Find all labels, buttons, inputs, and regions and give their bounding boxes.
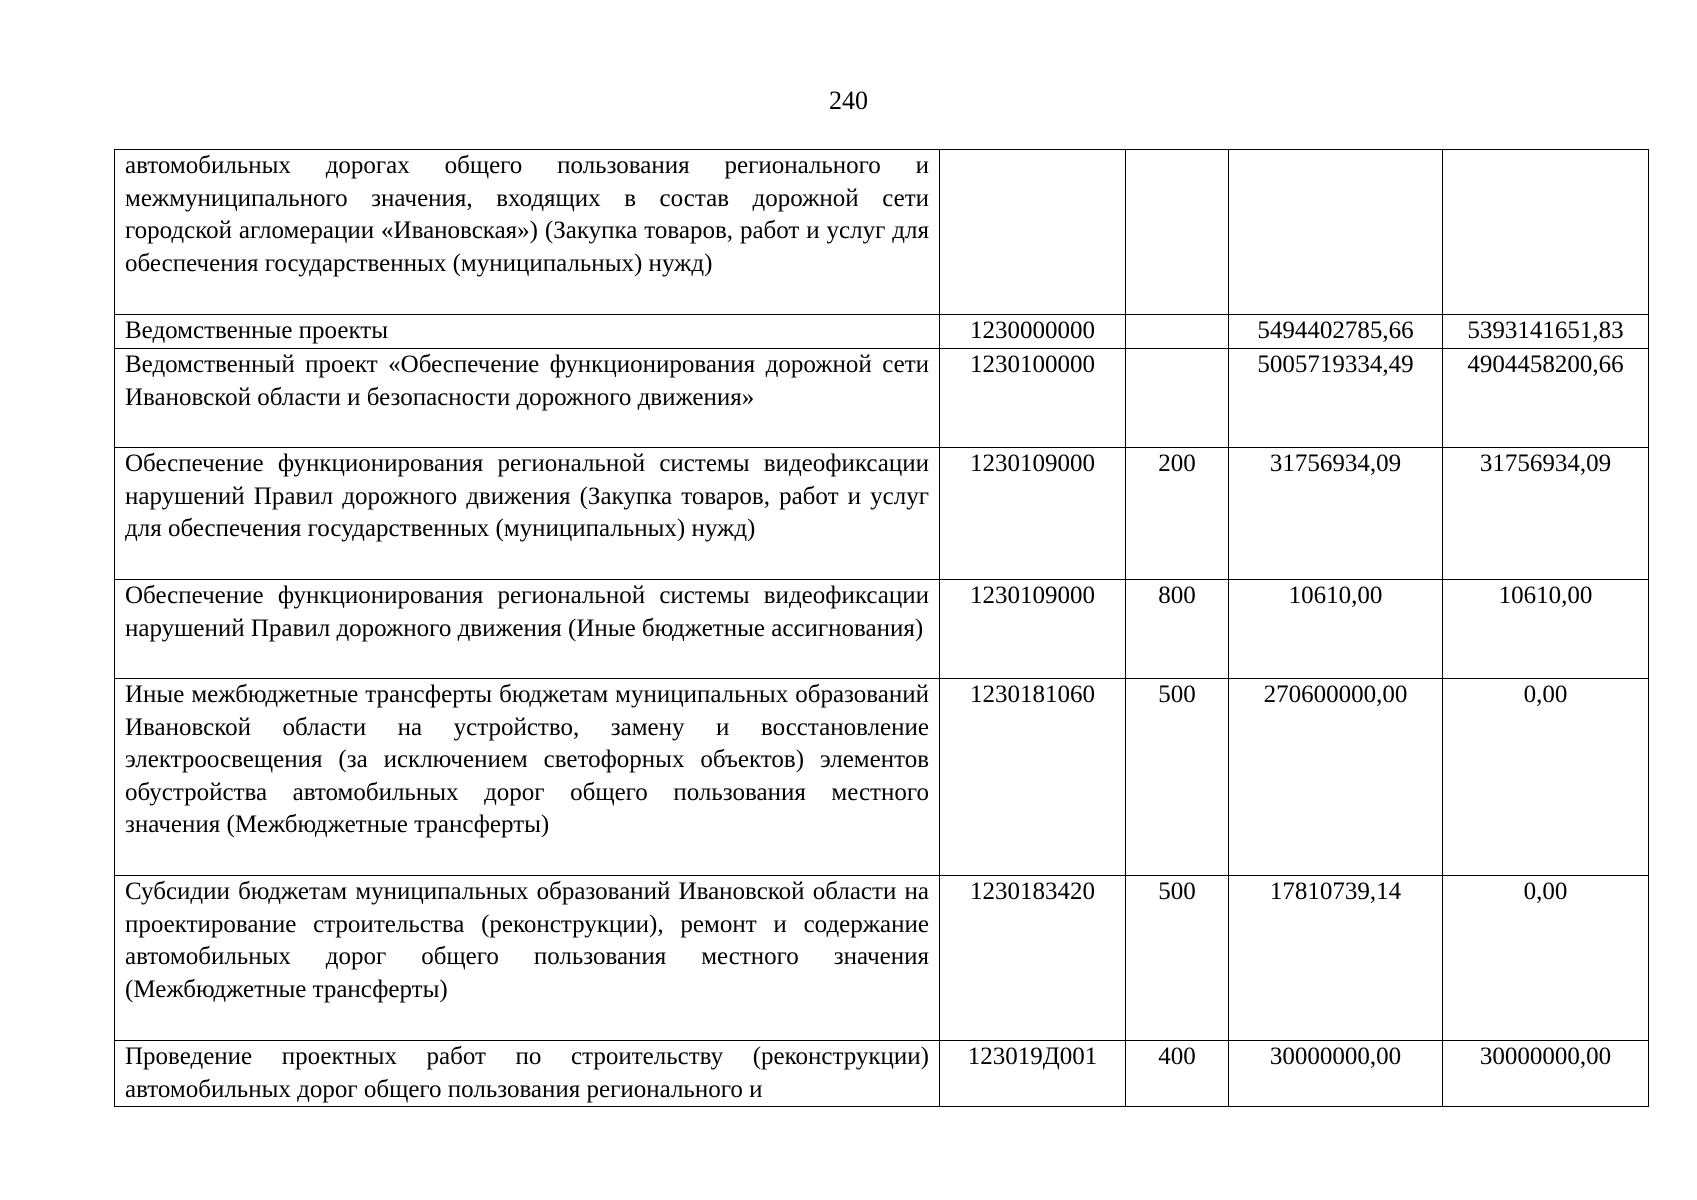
row-amount-1-cell: 10610,00 xyxy=(1229,580,1443,679)
row-name-cell: Ведомственные проекты xyxy=(115,315,940,349)
row-amount-1-cell xyxy=(1229,150,1443,315)
row-name-cell: Субсидии бюджетам муниципальных образований Ивановской области на проектирование строительства (реконструкции), ремонт и содержание автомобильных дорог общего пользования местного значения (Межбюджетные трансферты) xyxy=(115,876,940,1041)
budget-table xyxy=(114,149,1649,1107)
table-row xyxy=(115,1041,1649,1107)
table-row xyxy=(115,315,1649,349)
row-amount-2-cell: 10610,00 xyxy=(1443,580,1649,679)
row-expense-type-cell: 500 xyxy=(1126,876,1229,1041)
row-amount-1-cell: 30000000,00 xyxy=(1229,1041,1443,1107)
row-name-cell: Обеспечение функционирования региональной системы видеофиксации нарушений Правил дорожного движения (Закупка товаров, работ и услуг для обеспечения государственных (муниципальных) нужд) xyxy=(115,448,940,580)
row-amount-2-cell: 4904458200,66 xyxy=(1443,349,1649,448)
row-amount-2-cell: 31756934,09 xyxy=(1443,448,1649,580)
row-expense-type-cell xyxy=(1126,315,1229,349)
row-amount-2-cell: 0,00 xyxy=(1443,876,1649,1041)
row-code-cell xyxy=(940,150,1126,315)
row-expense-type-cell: 200 xyxy=(1126,448,1229,580)
row-amount-2-cell: 30000000,00 xyxy=(1443,1041,1649,1107)
row-amount-2-cell: 5393141651,83 xyxy=(1443,315,1649,349)
row-code-cell: 1230181060 xyxy=(940,679,1126,876)
row-amount-1-cell: 5494402785,66 xyxy=(1229,315,1443,349)
table-row xyxy=(115,876,1649,1041)
row-amount-1-cell: 270600000,00 xyxy=(1229,679,1443,876)
row-code-cell: 1230109000 xyxy=(940,580,1126,679)
row-name-cell: Иные межбюджетные трансферты бюджетам муниципальных образований Ивановской области на устройство, замену и восстановление электроосвещения (за исключением светофорных объектов) элементов обустройства автомобильных дорог общего пользования местного значения (Межбюджетные трансферты) xyxy=(115,679,940,876)
row-amount-2-cell xyxy=(1443,150,1649,315)
row-code-cell: 1230100000 xyxy=(940,349,1126,448)
row-code-cell: 1230183420 xyxy=(940,876,1126,1041)
row-name-cell: Проведение проектных работ по строительству (реконструкции) автомобильных дорог общего пользования регионального и xyxy=(115,1041,940,1107)
row-name-cell: Ведомственный проект «Обеспечение функционирования дорожной сети Ивановской области и безопасности дорожного движения» xyxy=(115,349,940,448)
row-expense-type-cell xyxy=(1126,349,1229,448)
row-name-cell: автомобильных дорогах общего пользования регионального и межмуниципального значения, входящих в состав дорожной сети городской агломерации «Ивановская») (Закупка товаров, работ и услуг для обеспечения государственных (муниципальных) нужд) xyxy=(115,150,940,315)
row-name-cell: Обеспечение функционирования региональной системы видеофиксации нарушений Правил дорожного движения (Иные бюджетные ассигнования) xyxy=(115,580,940,679)
table-row xyxy=(115,349,1649,448)
row-expense-type-cell: 800 xyxy=(1126,580,1229,679)
table-row xyxy=(115,679,1649,876)
table-row xyxy=(115,580,1649,679)
row-amount-1-cell: 5005719334,49 xyxy=(1229,349,1443,448)
row-code-cell: 1230109000 xyxy=(940,448,1126,580)
row-expense-type-cell: 400 xyxy=(1126,1041,1229,1107)
page-number: 240 xyxy=(829,86,868,115)
row-expense-type-cell: 500 xyxy=(1126,679,1229,876)
table-row xyxy=(115,150,1649,315)
row-code-cell: 1230000000 xyxy=(940,315,1126,349)
row-amount-1-cell: 17810739,14 xyxy=(1229,876,1443,1041)
row-code-cell: 123019Д001 xyxy=(940,1041,1126,1107)
row-expense-type-cell xyxy=(1126,150,1229,315)
row-amount-1-cell: 31756934,09 xyxy=(1229,448,1443,580)
row-amount-2-cell: 0,00 xyxy=(1443,679,1649,876)
table-row xyxy=(115,448,1649,580)
